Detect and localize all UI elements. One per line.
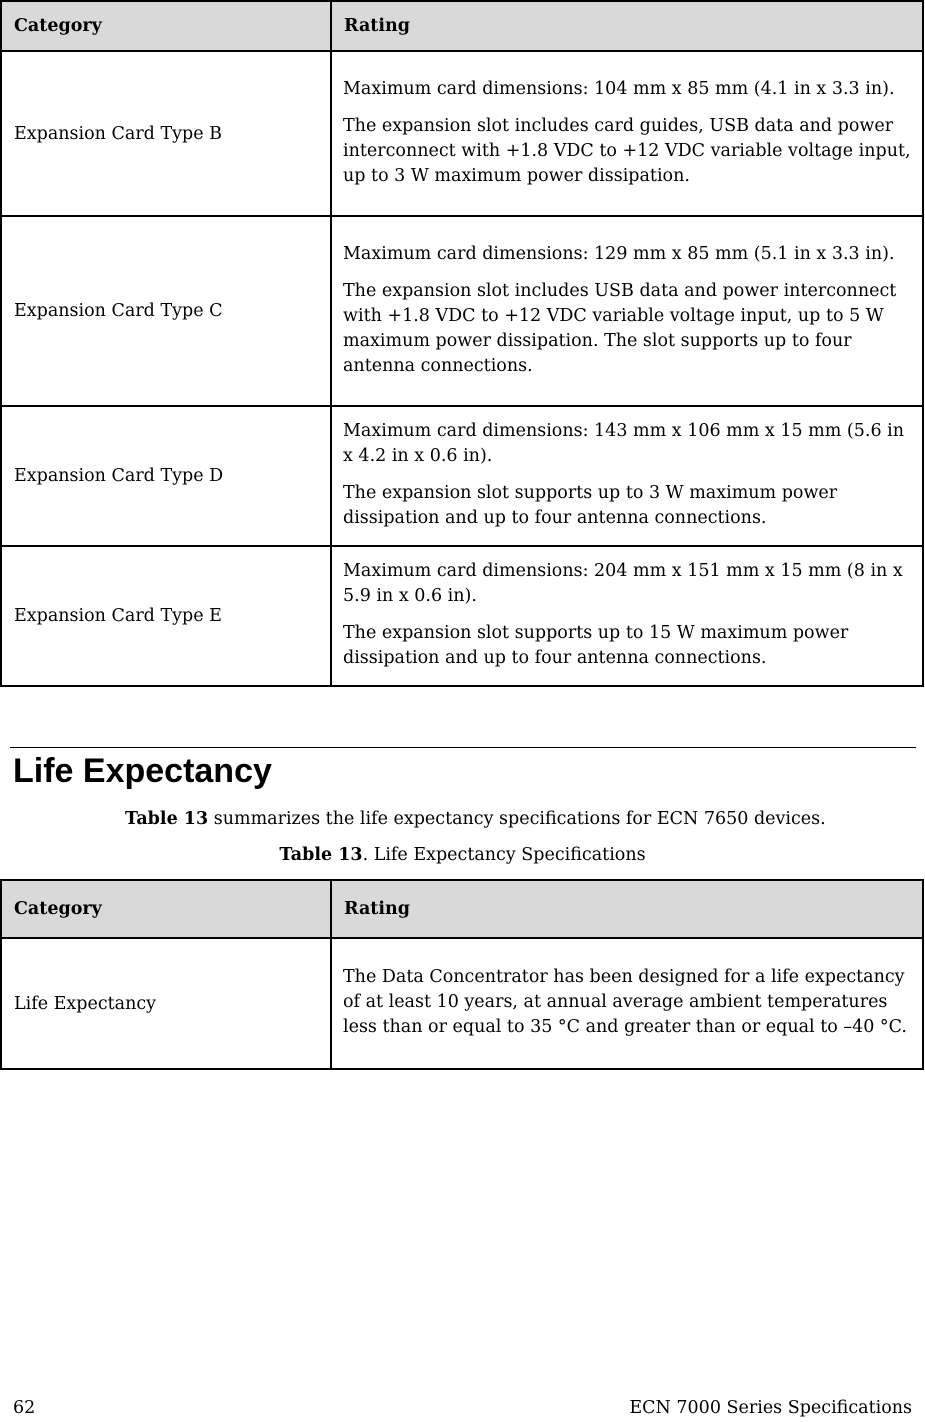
rating-dimensions: Maximum card dimensions: 143 mm x 106 mm x 15 mm (5.6 in x 4.2 in x 0.6 in). — [343, 421, 905, 466]
rating-cell — [331, 216, 923, 406]
rating-cell — [331, 406, 923, 546]
category-cell: Expansion Card Type C — [1, 216, 331, 406]
rating-header: Rating — [331, 1, 923, 51]
table-row — [1, 216, 923, 406]
category-cell: Expansion Card Type E — [1, 546, 331, 686]
rating-description: The expansion slot includes USB data and power interconnect with +1.8 VDC to +12 VDC variable voltage input, up to 5 W maximum power dissipation. The slot supports up to four antenna connections. — [343, 280, 897, 376]
table-header-row — [1, 1, 923, 51]
section-divider — [10, 747, 916, 748]
rating-cell — [331, 51, 923, 216]
intro-text: summarizes the life expectancy specifications for ECN 7650 devices. — [208, 809, 826, 829]
rating-dimensions: Maximum card dimensions: 104 mm x 85 mm (4.1 in x 3.3 in). — [343, 78, 895, 99]
category-cell: Expansion Card Type D — [1, 406, 331, 546]
category-cell: Expansion Card Type B — [1, 51, 331, 216]
caption-text: . Life Expectancy Specifications — [362, 845, 646, 865]
page-number: 62 — [13, 1398, 36, 1418]
category-header: Category — [1, 1, 331, 51]
rating-cell — [331, 938, 923, 1069]
rating-description: The expansion slot includes card guides, USB data and power interconnect with +1.8 VDC to +12 VDC variable voltage input, up to 3 W maximum power dissipation. — [343, 115, 911, 186]
table-reference: Table 13 — [125, 809, 209, 829]
table-row — [1, 51, 923, 216]
rating-cell — [331, 546, 923, 686]
category-cell: Life Expectancy — [1, 938, 331, 1069]
table-row — [1, 938, 923, 1069]
life-expectancy-table — [0, 879, 924, 1070]
rating-dimensions: Maximum card dimensions: 129 mm x 85 mm (5.1 in x 3.3 in). — [343, 243, 895, 264]
table-row — [1, 406, 923, 546]
caption-reference: Table 13 — [279, 845, 363, 865]
rating-description: The expansion slot supports up to 15 W maximum power dissipation and up to four antenna connections. — [343, 623, 849, 668]
document-title: ECN 7000 Series Specifications — [629, 1398, 912, 1418]
category-header: Category — [1, 880, 331, 938]
intro-paragraph — [125, 809, 826, 829]
expansion-card-table — [0, 0, 924, 687]
section-heading: Life Expectancy — [13, 752, 272, 790]
rating-description: The Data Concentrator has been designed for a life expectancy of at least 10 years, at annual average ambient temperatures less than or equal to 35 °C and greater than or equal to –40 °C. — [343, 967, 907, 1037]
table-header-row — [1, 880, 923, 938]
table-caption — [0, 845, 925, 865]
rating-description: The expansion slot supports up to 3 W maximum power dissipation and up to four antenna connections. — [343, 483, 838, 528]
rating-header: Rating — [331, 880, 923, 938]
rating-dimensions: Maximum card dimensions: 204 mm x 151 mm x 15 mm (8 in x 5.9 in x 0.6 in). — [343, 561, 903, 606]
table-row — [1, 546, 923, 686]
